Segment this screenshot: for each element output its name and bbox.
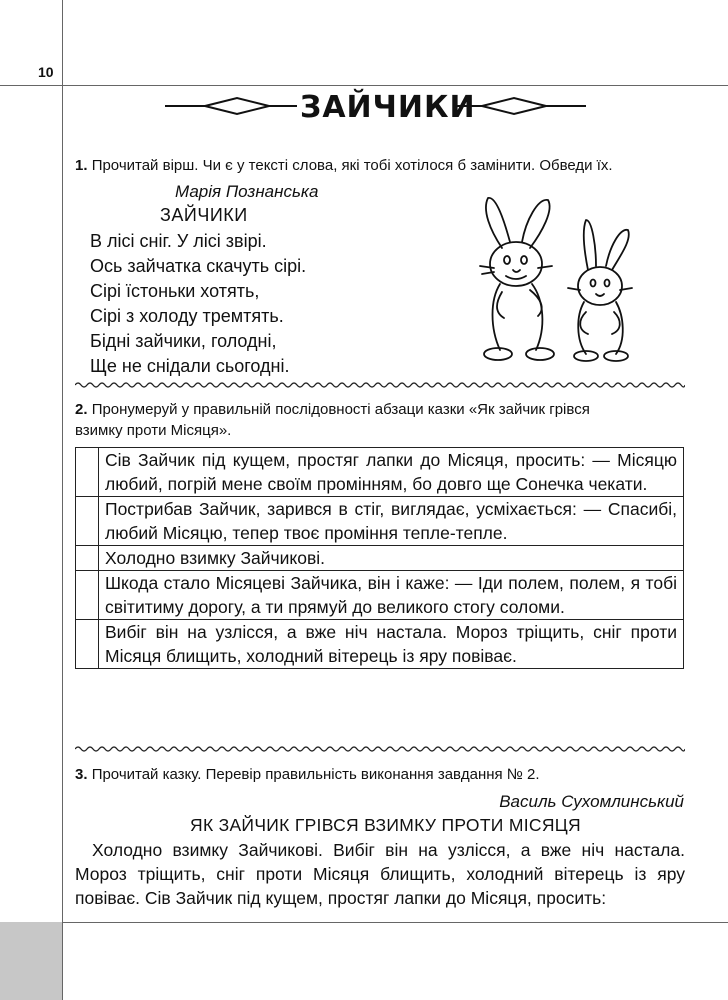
task-3 [75, 763, 540, 786]
table-row [76, 620, 684, 669]
table-cell: Шкода стало Місяцеві Зайчика, він і каже: — Іди полем, полем, я тобі світитиму дорогу, а ти прямуй до великого стогу соломи. [99, 571, 684, 620]
task-2-number: 2. [75, 401, 88, 418]
poem-line: Сірі з холоду тремтять. [90, 306, 284, 326]
story-text: Холодно взимку Зайчикові. Вибіг він на узлісся, а вже ніч настала. Мороз тріщить, сніг проти Місяця блищить, холодний вітерець із яру повіває. Сів Зайчик під кущем, простяг лапки до Місяця, просить: [75, 840, 685, 908]
wavy-divider [75, 381, 685, 389]
page-number: 10 [38, 64, 54, 80]
poem-title: ЗАЙЧИКИ [160, 205, 248, 225]
table-cell: Холодно взимку Зайчикові. [99, 546, 684, 571]
poem-line: Ще не снідали сьогодні. [90, 356, 290, 376]
number-box[interactable] [76, 497, 99, 546]
number-box[interactable] [76, 546, 99, 571]
poem-line: Ось зайчатка скачуть сірі. [90, 256, 307, 276]
table-row [76, 497, 684, 546]
table-row [76, 546, 684, 571]
poem-line: Бідні зайчики, голодні, [90, 331, 277, 351]
poem-line: Сірі їстоньки хотять, [90, 281, 260, 301]
poem-line: В лісі сніг. У лісі звірі. [90, 231, 267, 251]
footer-rule [0, 922, 728, 923]
task-2 [75, 398, 590, 421]
task-2-continued: взимку проти Місяця». [75, 422, 232, 439]
task-1-text: Прочитай вірш. Чи є у тексті слова, які тобі хотілося б замінити. Обведи їх. [91, 157, 613, 174]
page-margin [0, 0, 60, 1000]
margin-rule [62, 0, 63, 1000]
table-row [76, 448, 684, 497]
number-box[interactable] [76, 448, 99, 497]
rabbits-illustration [460, 190, 650, 370]
page-title: ЗАЙЧИКИ [300, 90, 476, 125]
footer-gray-block [0, 922, 62, 1000]
number-box[interactable] [76, 620, 99, 669]
poem-author: Марія Познанська [175, 182, 319, 201]
task-2-text: Пронумеруй у правильній послідовності абзаци казки «Як зайчик грівся [91, 401, 590, 418]
table-cell: Сів Зайчик під кущем, простяг лапки до Місяця, просить: — Місяцю любий, погрій мене своїм промінням, бо довго ще Сонечка чекати. [99, 448, 684, 497]
task-3-number: 3. [75, 766, 88, 783]
story-author: Василь Сухомлинський [499, 792, 684, 811]
header-rule [0, 85, 728, 86]
number-box[interactable] [76, 571, 99, 620]
table-cell: Пострибав Зайчик, зарився в стіг, виглядає, усміхається: — Спасибі, любий Місяцю, тепер твоє проміння тепле-тепле. [99, 497, 684, 546]
task-3-text: Прочитай казку. Перевір правильність виконання завдання № 2. [91, 766, 540, 783]
table-row [76, 571, 684, 620]
title-ornament-left [165, 95, 300, 117]
ordering-table [75, 447, 684, 669]
task-1 [75, 154, 613, 177]
table-cell: Вибіг він на узлісся, а вже ніч настала. Мороз тріщить, сніг проти Місяця блищить, холодний вітерець із яру повіває. [99, 620, 684, 669]
wavy-divider [75, 745, 685, 753]
title-ornament-right [452, 95, 587, 117]
story-title: ЯК ЗАЙЧИК ГРІВСЯ ВЗИМКУ ПРОТИ МІСЯЦЯ [190, 815, 581, 835]
task-1-number: 1. [75, 157, 88, 174]
